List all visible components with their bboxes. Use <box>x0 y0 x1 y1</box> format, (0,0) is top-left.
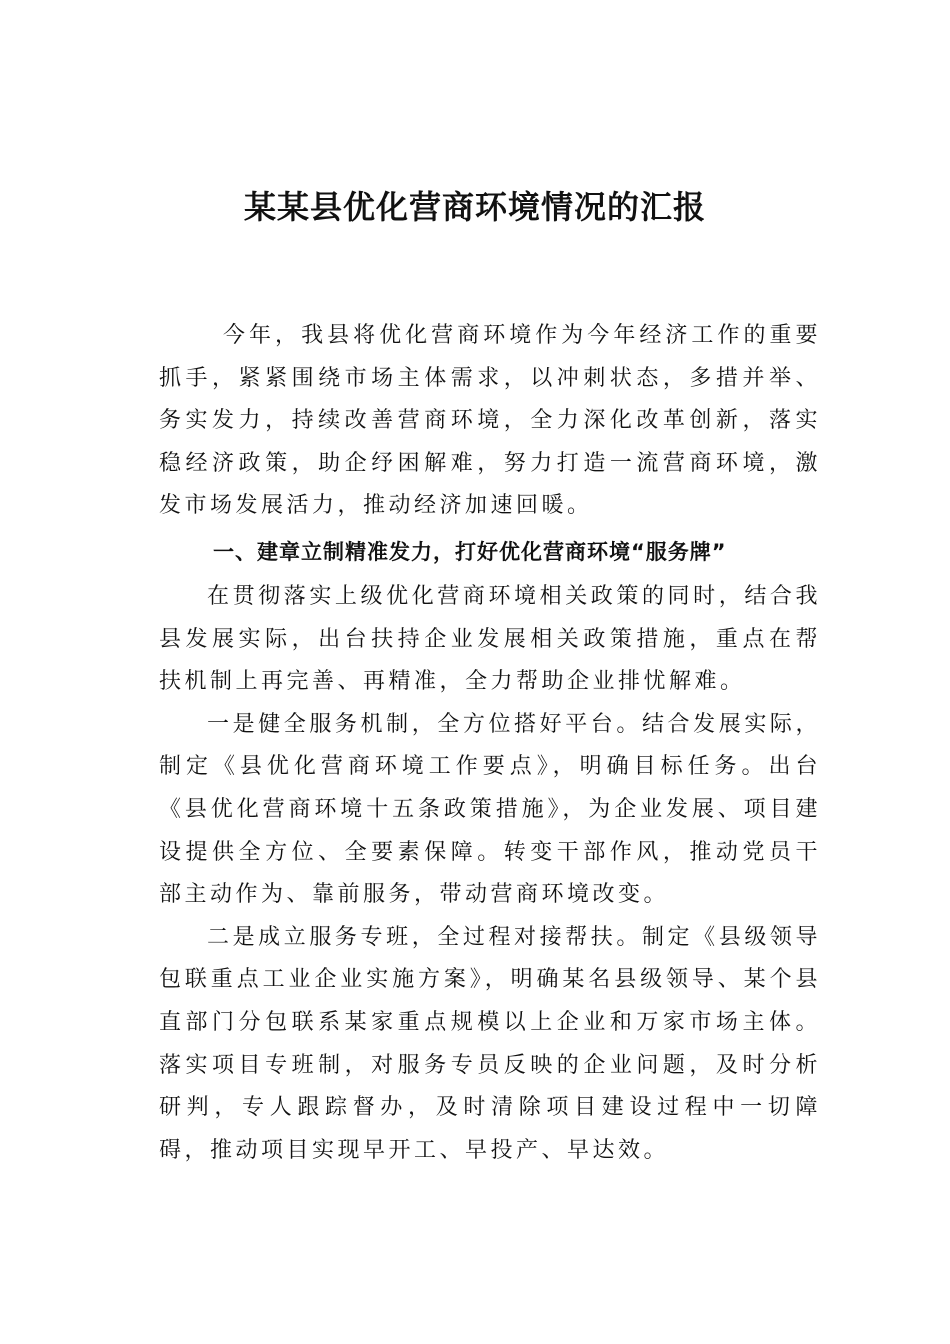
document-title: 某某县优化营商环境情况的汇报 <box>243 188 706 226</box>
section-1-intro-paragraph: 在贯彻落实上级优化营商环境相关政策的同时，结合我县发展实际，出台扶持企业发展相关政策措施，重点在帮扶机制上再完善、再精准，全力帮助企业排忧解难。 <box>159 583 821 695</box>
intro-paragraph: 今年，我县将优化营商环境作为今年经济工作的重要抓手，紧紧围绕市场主体需求，以冲刺状态，多措并举、务实发力，持续改善营商环境，全力深化改革创新，落实稳经济政策，助企纾困解难，努力打造一流营商环境，激发市场发展活力，推动经济加速回暖。 <box>159 323 821 519</box>
document-body <box>159 315 821 1172</box>
section-1-point-2-paragraph: 二是成立服务专班，全过程对接帮扶。制定《县级领导包联重点工业企业实施方案》，明确某名县级领导、某个县直部门分包联系某家重点规模以上企业和万家市场主体。落实项目专班制，对服务专员反映的企业问题，及时分析研判，专人跟踪督办，及时清除项目建设过程中一切障碍，推动项目实现早开工、早投产、早达效。 <box>159 924 821 1163</box>
section-1-point-1-paragraph: 一是健全服务机制，全方位搭好平台。结合发展实际，制定《县优化营商环境工作要点》，明确目标任务。出台《县优化营商环境十五条政策措施》，为企业发展、项目建设提供全方位、全要素保障。转变干部作风，推动党员干部主动作为、靠前服务，带动营商环境改变。 <box>159 711 821 908</box>
section-1-heading: 一、建章立制精准发力，打好优化营商环境“服务牌” <box>213 539 727 564</box>
